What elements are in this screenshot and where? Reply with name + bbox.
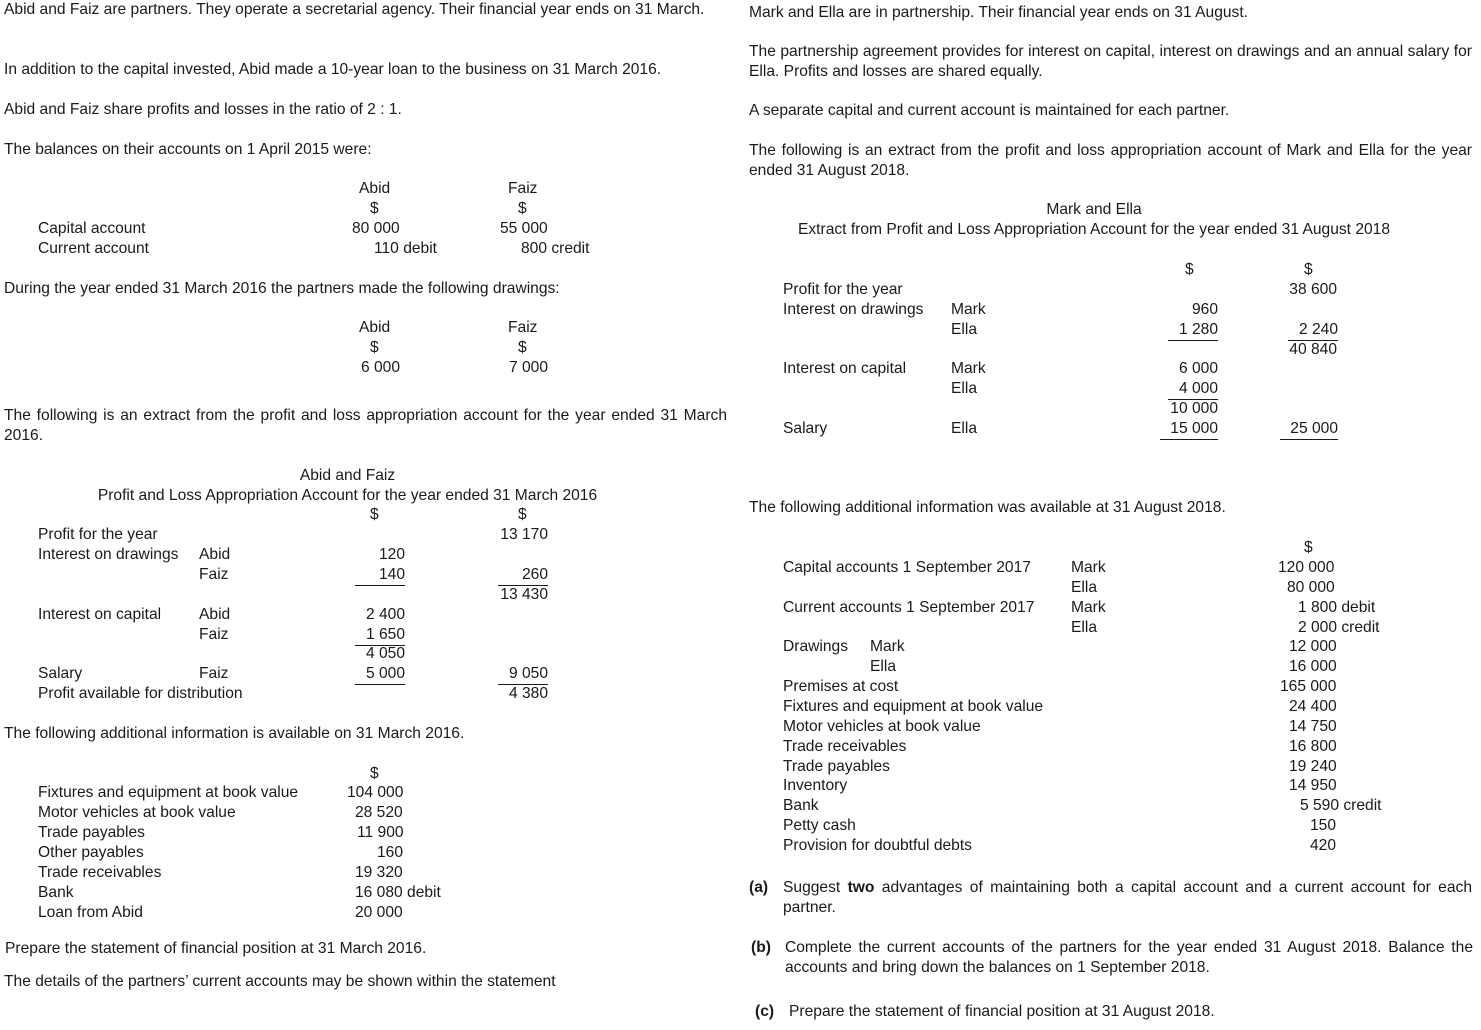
- item-label: Trade payables: [38, 824, 145, 841]
- r-ioc-total: 10 000: [1170, 400, 1218, 417]
- item-value: 16 800: [1289, 737, 1337, 755]
- item-value: 420: [1310, 837, 1337, 855]
- draw-mark: 12 000: [1289, 638, 1337, 655]
- item-value: 14 750: [1289, 717, 1337, 735]
- profit-value: 13 170: [500, 526, 548, 543]
- item-value: 19 240: [1289, 757, 1337, 775]
- abid-faiz-intro: Abid and Faiz are partners. They operate a secretarial agency. Their financial year ends on 31 March.: [4, 1, 705, 18]
- item-value: 165 000: [1280, 678, 1337, 695]
- curr-mark-name: Mark: [1071, 599, 1106, 616]
- item-label: Trade receivables: [783, 737, 907, 755]
- list-item: [0, 836, 1481, 856]
- question-c-text: Prepare the statement of financial position at 31 August 2018.: [789, 1003, 1215, 1020]
- item-value: 28 520: [355, 804, 403, 821]
- iod-faiz-name: Faiz: [199, 566, 229, 583]
- draw-ella: 16 000: [1289, 658, 1337, 675]
- right-approp-title: Mark and Ella: [1046, 201, 1142, 218]
- list-item: [0, 903, 730, 923]
- details-note: The details of the partners’ current accounts may be shown within the statement: [4, 973, 556, 990]
- r-ioc-mark-name: Mark: [951, 360, 986, 377]
- prepare-instruction: Prepare the statement of financial position at 31 March 2016.: [5, 940, 427, 957]
- iod-total: 260: [498, 565, 548, 586]
- available-value: 4 380: [508, 685, 548, 702]
- salary-name: Faiz: [199, 665, 229, 682]
- addl-intro-left: The following additional information is available on 31 March 2016.: [4, 725, 465, 742]
- list-item: [0, 697, 1481, 717]
- question-a-bold: two: [847, 879, 875, 896]
- list-item: [0, 796, 1481, 816]
- question-c-label: (c): [755, 1003, 775, 1020]
- item-label: Trade payables: [783, 757, 890, 775]
- right-additional-list: [0, 677, 1481, 856]
- item-label: Petty cash: [783, 817, 856, 835]
- item-label: Bank: [783, 797, 819, 815]
- r-iod-ella: 1 280: [1168, 320, 1218, 341]
- right-approp-currency-1: $: [1185, 261, 1194, 278]
- r-salary-value: 15 000: [1160, 419, 1218, 440]
- ioc-total: 4 050: [365, 645, 405, 662]
- cap-ella-name: Ella: [1071, 579, 1098, 596]
- item-label: Bank: [38, 884, 74, 901]
- list-item: [0, 737, 1481, 757]
- curr-ella: 2 000 credit: [1298, 619, 1380, 636]
- r-deductions-total: 25 000: [1280, 419, 1338, 440]
- loan-text: In addition to the capital invested, Abid made a 10-year loan to the business on 31 March 2016.: [4, 61, 662, 78]
- approp-title: Abid and Faiz: [299, 467, 396, 484]
- list-item: [0, 863, 730, 883]
- r-ioc-ella: 4 000: [1168, 379, 1218, 400]
- capital-abid: 80 000: [352, 220, 400, 237]
- draw-mark-name: Mark: [870, 638, 905, 655]
- cap-ella: 80 000: [1287, 579, 1335, 596]
- drawings-faiz: 7 000: [509, 359, 549, 376]
- question-a-label: (a): [749, 879, 769, 896]
- cap-mark: 120 000: [1278, 559, 1335, 576]
- right-approp-currency-2: $: [1304, 261, 1313, 278]
- current-faiz: 800 credit: [521, 240, 590, 257]
- capital-account-label: Capital account: [38, 220, 146, 237]
- ioc-abid: 2 400: [365, 606, 405, 623]
- r-iod-total: 2 240: [1288, 320, 1338, 341]
- item-value: 104 000: [347, 784, 404, 801]
- ioc-faiz: 1 650: [355, 625, 405, 646]
- iod-abid-name: Abid: [199, 546, 231, 563]
- ratio-text: Abid and Faiz share profits and losses in the ratio of 2 : 1.: [4, 101, 402, 118]
- item-label: Premises at cost: [783, 678, 899, 695]
- current-account-label: Current account: [38, 240, 149, 257]
- deductions-total: 9 050: [498, 664, 548, 685]
- cap-mark-name: Mark: [1071, 559, 1106, 576]
- current-accounts-label: Current accounts 1 September 2017: [783, 599, 1035, 616]
- capital-accounts-label: Capital accounts 1 September 2017: [783, 559, 1031, 576]
- r-salary-name: Ella: [951, 420, 978, 437]
- ioc-label: Interest on capital: [38, 606, 162, 623]
- item-label: Other payables: [38, 844, 144, 861]
- iod-abid: 120: [378, 546, 405, 563]
- item-value: 14 950: [1289, 777, 1337, 795]
- salary-label: Salary: [38, 665, 83, 682]
- approp-currency-2: $: [518, 506, 527, 523]
- r-iod-mark: 960: [1191, 301, 1218, 318]
- addl-currency-left: $: [370, 765, 379, 782]
- drawings-abid: 6 000: [361, 359, 401, 376]
- r-iod-label: Interest on drawings: [783, 301, 924, 318]
- list-item: [0, 883, 730, 903]
- draw-head-faiz: Faiz: [508, 319, 538, 336]
- drawings-intro: During the year ended 31 March 2016 the partners made the following drawings:: [4, 280, 560, 297]
- ioc-faiz-name: Faiz: [199, 626, 229, 643]
- curr-mark: 1 800 debit: [1298, 599, 1376, 616]
- iod-label: Interest on drawings: [38, 546, 179, 563]
- r-ioc-ella-name: Ella: [951, 380, 978, 397]
- item-label: Inventory: [783, 777, 848, 795]
- item-value: 150: [1310, 817, 1337, 835]
- r-iod-mark-name: Mark: [951, 301, 986, 318]
- r-ioc-mark: 6 000: [1178, 360, 1218, 377]
- question-a-text: [783, 878, 1472, 918]
- approp-currency-1: $: [370, 506, 379, 523]
- draw-currency-abid: $: [370, 339, 379, 356]
- r-salary-label: Salary: [783, 420, 828, 437]
- draw-ella-name: Ella: [870, 658, 897, 675]
- item-label: Trade receivables: [38, 864, 162, 881]
- item-value: 20 000: [355, 904, 403, 921]
- item-value: 19 320: [355, 864, 403, 881]
- extract-intro: The following is an extract from the profit and loss appropriation account of Mark and Ella for the year ended 31 August 2018.: [749, 142, 1472, 179]
- draw-currency-faiz: $: [518, 339, 527, 356]
- r-ioc-label: Interest on capital: [783, 360, 907, 377]
- separate-accounts-text: A separate capital and current account is maintained for each partner.: [749, 102, 1230, 119]
- agreement-text: The partnership agreement provides for interest on capital, interest on drawings and an annual salary for Ella. Profits and losses are shared equally.: [749, 43, 1472, 80]
- question-b-label: (b): [751, 939, 771, 956]
- capital-faiz: 55 000: [500, 220, 548, 237]
- r-iod-ella-name: Ella: [951, 321, 978, 338]
- question-b-text: Complete the current accounts of the partners for the year ended 31 August 2018. Balance the accounts and bring down the balances on 1 September 2018.: [785, 939, 1473, 976]
- bal-head-abid: Abid: [359, 180, 391, 197]
- list-item: [0, 677, 1481, 697]
- approp-subtitle: Profit and Loss Appropriation Account for the year ended 31 March 2016: [97, 487, 598, 504]
- approp-intro: The following is an extract from the profit and loss appropriation account for the year ended 31 March 2016.: [4, 407, 727, 444]
- addl-currency-right: $: [1304, 539, 1313, 556]
- question-a-post: advantages of maintaining both a capital account and a current account for each partner.: [783, 879, 1472, 916]
- right-approp-subtitle: Extract from Profit and Loss Appropriation Account for the year ended 31 August 2018: [797, 221, 1391, 238]
- item-label: Provision for doubtful debts: [783, 837, 972, 855]
- mark-ella-intro: Mark and Ella are in partnership. Their financial year ends on 31 August.: [749, 4, 1248, 21]
- item-label: Motor vehicles at book value: [38, 804, 236, 821]
- item-value: 5 590 credit: [1300, 797, 1382, 815]
- item-value: 11 900: [357, 824, 404, 841]
- item-label: Fixtures and equipment at book value: [783, 697, 1044, 715]
- item-value: 160: [377, 844, 404, 861]
- bal-head-faiz: Faiz: [508, 180, 538, 197]
- draw-head-abid: Abid: [359, 319, 391, 336]
- drawings-label: Drawings: [783, 638, 848, 655]
- profit-label: Profit for the year: [38, 526, 158, 543]
- available-label: Profit available for distribution: [38, 685, 243, 702]
- r-profit-value: 38 600: [1289, 281, 1337, 298]
- r-profit-label: Profit for the year: [783, 281, 903, 298]
- list-item: [0, 776, 1481, 796]
- question-a-pre: Suggest: [783, 879, 848, 896]
- item-value: 16 080 debit: [355, 884, 441, 901]
- iod-faiz: 140: [355, 565, 405, 586]
- r-approp-subtotal: 40 840: [1289, 341, 1337, 358]
- item-label: Loan from Abid: [38, 904, 143, 921]
- item-label: Fixtures and equipment at book value: [38, 784, 299, 801]
- current-abid: 110 debit: [374, 240, 438, 257]
- list-item: [0, 717, 1481, 737]
- item-value: 24 400: [1289, 697, 1337, 715]
- list-item: [0, 816, 1481, 836]
- curr-ella-name: Ella: [1071, 619, 1098, 636]
- balances-intro: The balances on their accounts on 1 April 2015 were:: [4, 141, 372, 158]
- addl-intro-right: The following additional information was available at 31 August 2018.: [749, 499, 1226, 516]
- bal-currency-faiz: $: [518, 200, 527, 217]
- ioc-abid-name: Abid: [199, 606, 231, 623]
- bal-currency-abid: $: [370, 200, 379, 217]
- salary-value: 5 000: [355, 664, 405, 685]
- item-label: Motor vehicles at book value: [783, 717, 981, 735]
- list-item: [0, 757, 1481, 777]
- approp-subtotal: 13 430: [500, 586, 548, 603]
